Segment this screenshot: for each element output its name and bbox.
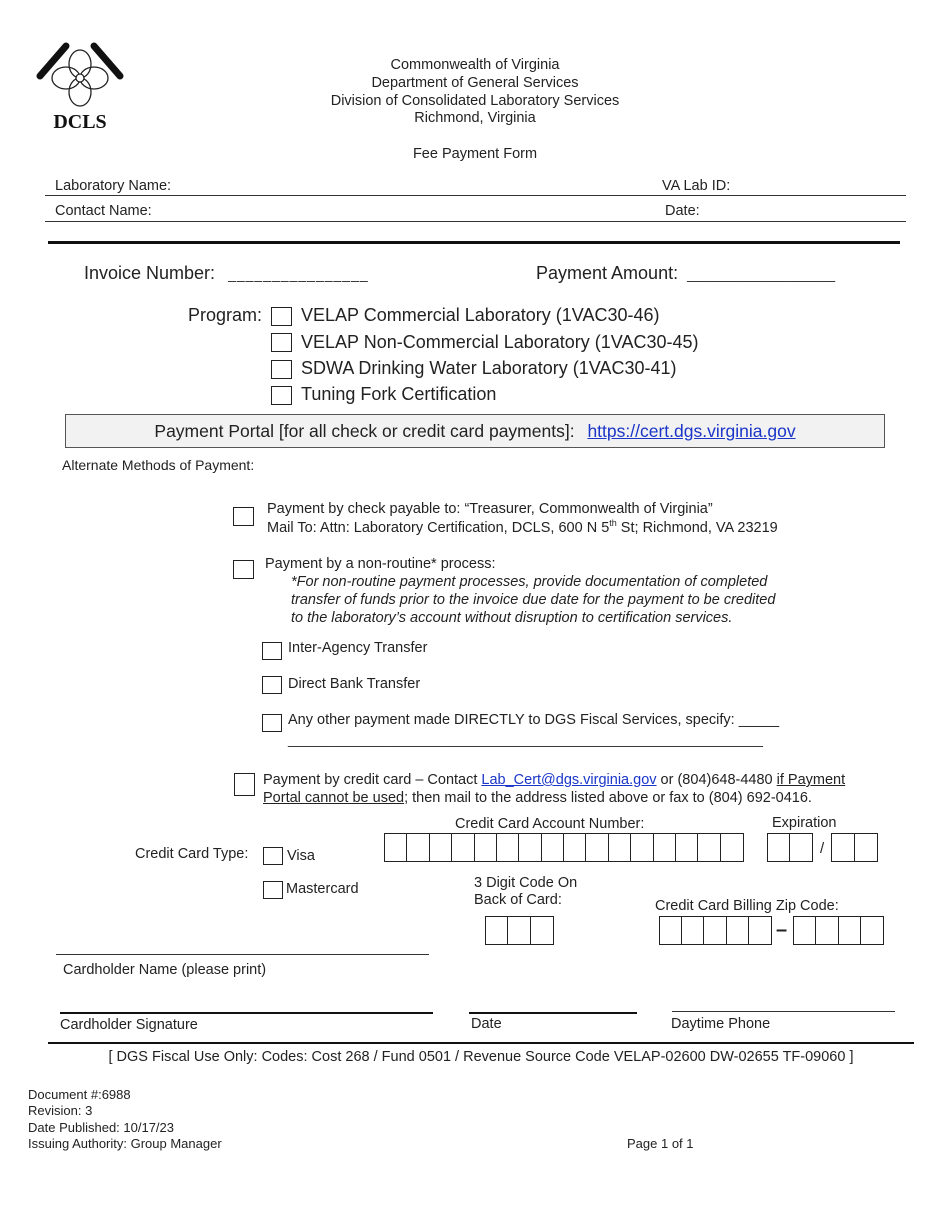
credit-card-line-2 bbox=[263, 790, 812, 806]
form-title: Fee Payment Form bbox=[412, 146, 538, 162]
program-option-sdwa: SDWA Drinking Water Laboratory (1VAC30-41) bbox=[301, 358, 677, 378]
card-account-number-grid[interactable] bbox=[384, 833, 744, 862]
zip-digit-box[interactable] bbox=[704, 917, 726, 944]
zip-digit-box[interactable] bbox=[682, 917, 704, 944]
code-digit-box[interactable] bbox=[486, 917, 508, 944]
visa-checkbox[interactable] bbox=[263, 847, 283, 865]
zip-digit-box[interactable] bbox=[749, 917, 771, 944]
credit-card-line-1 bbox=[263, 772, 845, 788]
issuing-authority: Issuing Authority: Group Manager bbox=[28, 1136, 222, 1151]
program-checkbox-velap-commercial[interactable] bbox=[271, 307, 292, 326]
card-digit-box[interactable] bbox=[676, 834, 698, 861]
zip-digit-box[interactable] bbox=[861, 917, 883, 944]
nonroutine-title: Payment by a non-routine* process: bbox=[265, 556, 496, 572]
card-digit-box[interactable] bbox=[542, 834, 564, 861]
program-option-velap-noncommercial: VELAP Non-Commercial Laboratory (1VAC30-45) bbox=[301, 332, 699, 352]
inter-agency-label: Inter-Agency Transfer bbox=[288, 640, 428, 656]
fiscal-divider bbox=[48, 1042, 914, 1044]
contact-name-underline bbox=[45, 221, 906, 222]
fiscal-use-codes: [ DGS Fiscal Use Only: Codes: Cost 268 / Fund 0501 / Revenue Source Code VELAP-02600 DW-02655 TF-09060 ] bbox=[108, 1049, 854, 1065]
zip-code-label: Credit Card Billing Zip Code: bbox=[655, 898, 839, 914]
program-option-tuning-fork: Tuning Fork Certification bbox=[301, 384, 497, 404]
lab-name-underline bbox=[45, 195, 906, 196]
mail-to-text-end: St; Richmond, VA 23219 bbox=[616, 519, 778, 536]
exp-digit-box[interactable] bbox=[855, 834, 877, 861]
direct-bank-label: Direct Bank Transfer bbox=[288, 676, 421, 692]
date-signature-line[interactable] bbox=[469, 1012, 637, 1014]
cardholder-signature-line[interactable] bbox=[60, 1012, 433, 1014]
expiration-separator: / bbox=[820, 840, 825, 857]
other-payment-label: Any other payment made DIRECTLY to DGS Fiscal Services, specify: _____ bbox=[288, 712, 780, 728]
daytime-phone-line[interactable] bbox=[672, 1011, 895, 1012]
credit-card-portal-note-2: Portal cannot be used bbox=[263, 790, 405, 806]
program-checkbox-velap-noncommercial[interactable] bbox=[271, 333, 292, 352]
card-digit-box[interactable] bbox=[564, 834, 586, 861]
card-digit-box[interactable] bbox=[631, 834, 653, 861]
cardholder-name-top-line bbox=[56, 954, 429, 955]
cardholder-signature-label: Cardholder Signature bbox=[60, 1017, 198, 1033]
mail-to-sup: th bbox=[609, 518, 617, 528]
mastercard-checkbox[interactable] bbox=[263, 881, 283, 899]
nonroutine-checkbox[interactable] bbox=[233, 560, 254, 579]
visa-label: Visa bbox=[287, 848, 315, 864]
mastercard-label: Mastercard bbox=[286, 881, 359, 897]
card-account-label: Credit Card Account Number: bbox=[455, 816, 645, 832]
card-digit-box[interactable] bbox=[385, 834, 407, 861]
invoice-number-label bbox=[84, 263, 369, 284]
card-digit-box[interactable] bbox=[654, 834, 676, 861]
credit-card-portal-note: if Payment bbox=[776, 772, 846, 788]
payment-amount-label bbox=[536, 263, 835, 284]
card-digit-box[interactable] bbox=[452, 834, 474, 861]
invoice-number-blank[interactable]: ________________ bbox=[228, 266, 369, 282]
inter-agency-checkbox[interactable] bbox=[262, 642, 282, 660]
credit-card-checkbox[interactable] bbox=[234, 773, 255, 796]
payment-amount-blank[interactable]: ___________________ bbox=[687, 266, 836, 282]
date-published: Date Published: 10/17/23 bbox=[28, 1120, 174, 1135]
card-digit-box[interactable] bbox=[586, 834, 608, 861]
expiration-month-grid[interactable] bbox=[767, 833, 813, 862]
zip-digit-box[interactable] bbox=[794, 917, 816, 944]
payment-amount-text: Payment Amount: bbox=[536, 263, 679, 283]
zip-digit-box[interactable] bbox=[660, 917, 682, 944]
header-line-2: Department of General Services bbox=[371, 75, 579, 91]
zip-digit-box[interactable] bbox=[816, 917, 838, 944]
card-digit-box[interactable] bbox=[721, 834, 743, 861]
check-payment-line-2 bbox=[267, 518, 778, 536]
payment-portal-link[interactable]: https://cert.dgs.virginia.gov bbox=[587, 421, 796, 441]
page-number: Page 1 of 1 bbox=[627, 1136, 694, 1151]
daytime-phone-label: Daytime Phone bbox=[671, 1016, 771, 1032]
expiration-label: Expiration bbox=[772, 815, 837, 831]
payment-portal-box bbox=[65, 414, 885, 448]
header-line-1: Commonwealth of Virginia bbox=[390, 57, 560, 73]
card-digit-box[interactable] bbox=[430, 834, 452, 861]
credit-card-phone: or (804)648-4480 bbox=[656, 772, 777, 788]
expiration-year-grid[interactable] bbox=[831, 833, 878, 862]
program-option-velap-commercial: VELAP Commercial Laboratory (1VAC30-46) bbox=[301, 305, 660, 325]
exp-digit-box[interactable] bbox=[790, 834, 812, 861]
zip-code-grid-5[interactable] bbox=[659, 916, 772, 945]
payment-portal-text: Payment Portal [for all check or credit card payments]: bbox=[154, 421, 575, 441]
code-digit-box[interactable] bbox=[508, 917, 530, 944]
card-digit-box[interactable] bbox=[497, 834, 519, 861]
card-digit-box[interactable] bbox=[475, 834, 497, 861]
credit-card-mail-fax: ; then mail to the address listed above or fax to (804) 692-0416. bbox=[404, 790, 812, 806]
logo-text: DCLS bbox=[53, 111, 107, 133]
va-lab-id-label: VA Lab ID: bbox=[662, 178, 731, 194]
credit-card-text: Payment by credit card – Contact bbox=[263, 772, 482, 788]
header-line-4: Richmond, Virginia bbox=[414, 110, 536, 126]
zip-digit-box[interactable] bbox=[727, 917, 749, 944]
zip-digit-box[interactable] bbox=[839, 917, 861, 944]
mail-to-text: Mail To: Attn: Laboratory Certification, DCLS, 600 N 5 bbox=[267, 519, 610, 536]
check-payment-line-1: Payment by check payable to: “Treasurer, Commonwealth of Virginia” bbox=[267, 501, 713, 517]
nonroutine-note-3: to the laboratory’s account without disruption to certification services. bbox=[291, 610, 733, 626]
exp-digit-box[interactable] bbox=[768, 834, 790, 861]
card-digit-box[interactable] bbox=[519, 834, 541, 861]
zip-code-grid-4[interactable] bbox=[793, 916, 884, 945]
other-payment-specify-line[interactable]: _____________________________________________________________ bbox=[288, 731, 763, 747]
security-code-grid[interactable] bbox=[485, 916, 554, 945]
other-payment-checkbox[interactable] bbox=[262, 714, 282, 732]
header-line-3: Division of Consolidated Laboratory Services bbox=[330, 93, 620, 109]
zip-code-separator: – bbox=[776, 919, 788, 941]
card-digit-box[interactable] bbox=[609, 834, 631, 861]
card-digit-box[interactable] bbox=[407, 834, 429, 861]
alternate-methods-title: Alternate Methods of Payment: bbox=[62, 457, 255, 473]
lab-name-label: Laboratory Name: bbox=[55, 178, 172, 194]
contact-name-label: Contact Name: bbox=[55, 203, 152, 219]
program-label: Program: bbox=[188, 305, 263, 325]
security-code-label-2: Back of Card: bbox=[474, 892, 562, 908]
program-checkbox-tuning-fork[interactable] bbox=[271, 386, 292, 405]
program-checkbox-sdwa[interactable] bbox=[271, 360, 292, 379]
card-type-label: Credit Card Type: bbox=[135, 846, 249, 862]
document-number: Document #:6988 bbox=[28, 1087, 131, 1102]
direct-bank-checkbox[interactable] bbox=[262, 676, 282, 694]
security-code-label-1: 3 Digit Code On bbox=[474, 875, 578, 891]
code-digit-box[interactable] bbox=[531, 917, 553, 944]
check-payment-checkbox[interactable] bbox=[233, 507, 254, 526]
card-digit-box[interactable] bbox=[698, 834, 720, 861]
thick-divider bbox=[48, 241, 900, 244]
nonroutine-note-1: *For non-routine payment processes, provide documentation of completed bbox=[291, 574, 768, 590]
revision: Revision: 3 bbox=[28, 1103, 93, 1118]
exp-digit-box[interactable] bbox=[832, 834, 855, 861]
date-signature-label: Date bbox=[471, 1016, 502, 1032]
invoice-number-text: Invoice Number: bbox=[84, 263, 216, 283]
cardholder-name-label: Cardholder Name (please print) bbox=[63, 962, 267, 978]
nonroutine-note-2: transfer of funds prior to the invoice due date for the payment to be credited bbox=[291, 592, 776, 608]
date-label: Date: bbox=[665, 203, 700, 219]
lab-cert-email-link[interactable]: Lab_Cert@dgs.virginia.gov bbox=[481, 772, 657, 788]
